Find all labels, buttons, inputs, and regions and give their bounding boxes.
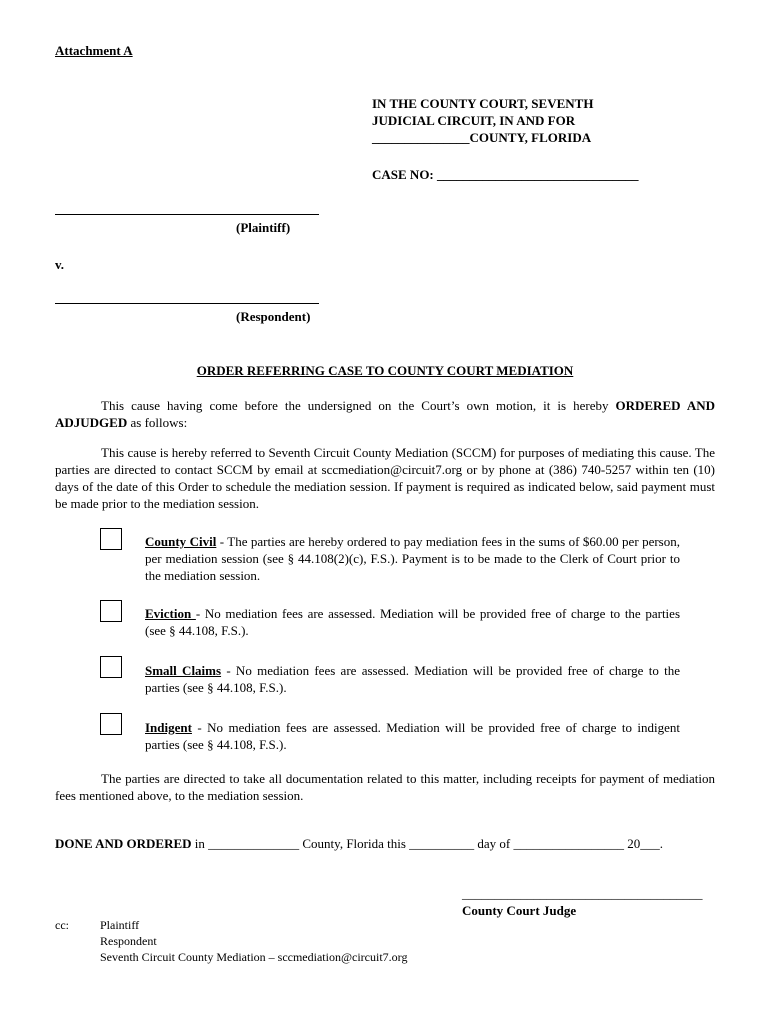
county-blank: _______________ (372, 130, 470, 145)
option-eviction-text: - No mediation fees are assessed. Mediation will be provided free of charge to the parties (see § 44.108, F.S.). (145, 606, 680, 638)
ordered-adjudged: ORDERED AND ADJUDGED (55, 398, 715, 430)
intro-text: This cause having come before the undersigned on the Court’s own motion, it is hereby (101, 398, 616, 413)
done-label: DONE AND ORDERED (55, 836, 192, 851)
plaintiff-line (55, 214, 319, 215)
paragraph-documentation: The parties are directed to take all documentation related to this matter, including receipts for payment of mediation fees mentioned above, to the mediation session. (55, 771, 715, 803)
cc-recipient: Plaintiff (100, 918, 140, 932)
option-eviction (145, 605, 680, 639)
checkbox-indigent[interactable] (100, 713, 122, 735)
respondent-line (55, 303, 319, 304)
versus: v. (55, 257, 65, 272)
option-small-claims-label: Small Claims (145, 663, 222, 678)
option-small-claims-text: - No mediation fees are assessed. Mediation will be provided free of charge to the parties (see § 44.108, F.S.). (145, 663, 680, 695)
attachment-label: Attachment A (55, 43, 133, 58)
option-indigent-text: - No mediation fees are assessed. Mediation will be provided free of charge to indigent parties (see § 44.108, F.S.). (145, 720, 680, 752)
option-county-civil-label: County Civil (145, 534, 217, 549)
option-indigent (145, 719, 680, 753)
option-county-civil-text: - The parties are hereby ordered to pay mediation fees in the sums of $60.00 per person, per mediation session (see § 44.108(2)(c), F.S.). Payment is to be made to the Clerk of Court prior to the mediation session. (145, 534, 680, 583)
county-florida: COUNTY, FLORIDA (469, 130, 592, 145)
court-header (372, 95, 593, 146)
checkbox-eviction[interactable] (100, 600, 122, 622)
cc-list (100, 917, 407, 965)
court-header-line3 (372, 129, 593, 146)
cc-recipient: Respondent (100, 934, 157, 948)
court-header-line1: IN THE COUNTY COURT, SEVENTH (372, 96, 594, 111)
case-no-label: CASE NO: (372, 167, 434, 182)
plaintiff-label: (Plaintiff) (236, 220, 291, 235)
signature-line: _____________________________________ (462, 886, 703, 901)
signature-label: County Court Judge (462, 903, 577, 918)
order-title: ORDER REFERRING CASE TO COUNTY COURT MEDIATION (196, 363, 574, 378)
cc-label: cc: (55, 918, 69, 932)
case-number (372, 166, 639, 183)
case-no-blank: _______________________________ (437, 167, 639, 182)
option-county-civil (145, 533, 680, 584)
respondent-label: (Respondent) (236, 309, 311, 324)
done-text: in ______________ County, Florida this __________ day of _________________ 20___. (191, 836, 664, 851)
cc-recipient: Seventh Circuit County Mediation – sccmediation@circuit7.org (100, 950, 408, 964)
option-small-claims (145, 662, 680, 696)
court-header-line2: JUDICIAL CIRCUIT, IN AND FOR (372, 113, 576, 128)
checkbox-county-civil[interactable] (100, 528, 122, 550)
checkbox-small-claims[interactable] (100, 656, 122, 678)
option-indigent-label: Indigent (145, 720, 192, 735)
done-and-ordered (55, 835, 663, 852)
paragraph-intro (55, 397, 715, 431)
option-eviction-label: Eviction (145, 606, 196, 621)
intro-tail: as follows: (127, 415, 188, 430)
paragraph-referral: This cause is hereby referred to Seventh Circuit County Mediation (SCCM) for purposes of mediating this cause. The parties are directed to contact SCCM by email at sccmediation@circuit7.org or by phone at (386) 740-5257 within ten (10) days of the date of this Order to schedule the mediation session. If payment is required as indicated below, said payment must be made prior to the mediation session. (55, 445, 715, 511)
